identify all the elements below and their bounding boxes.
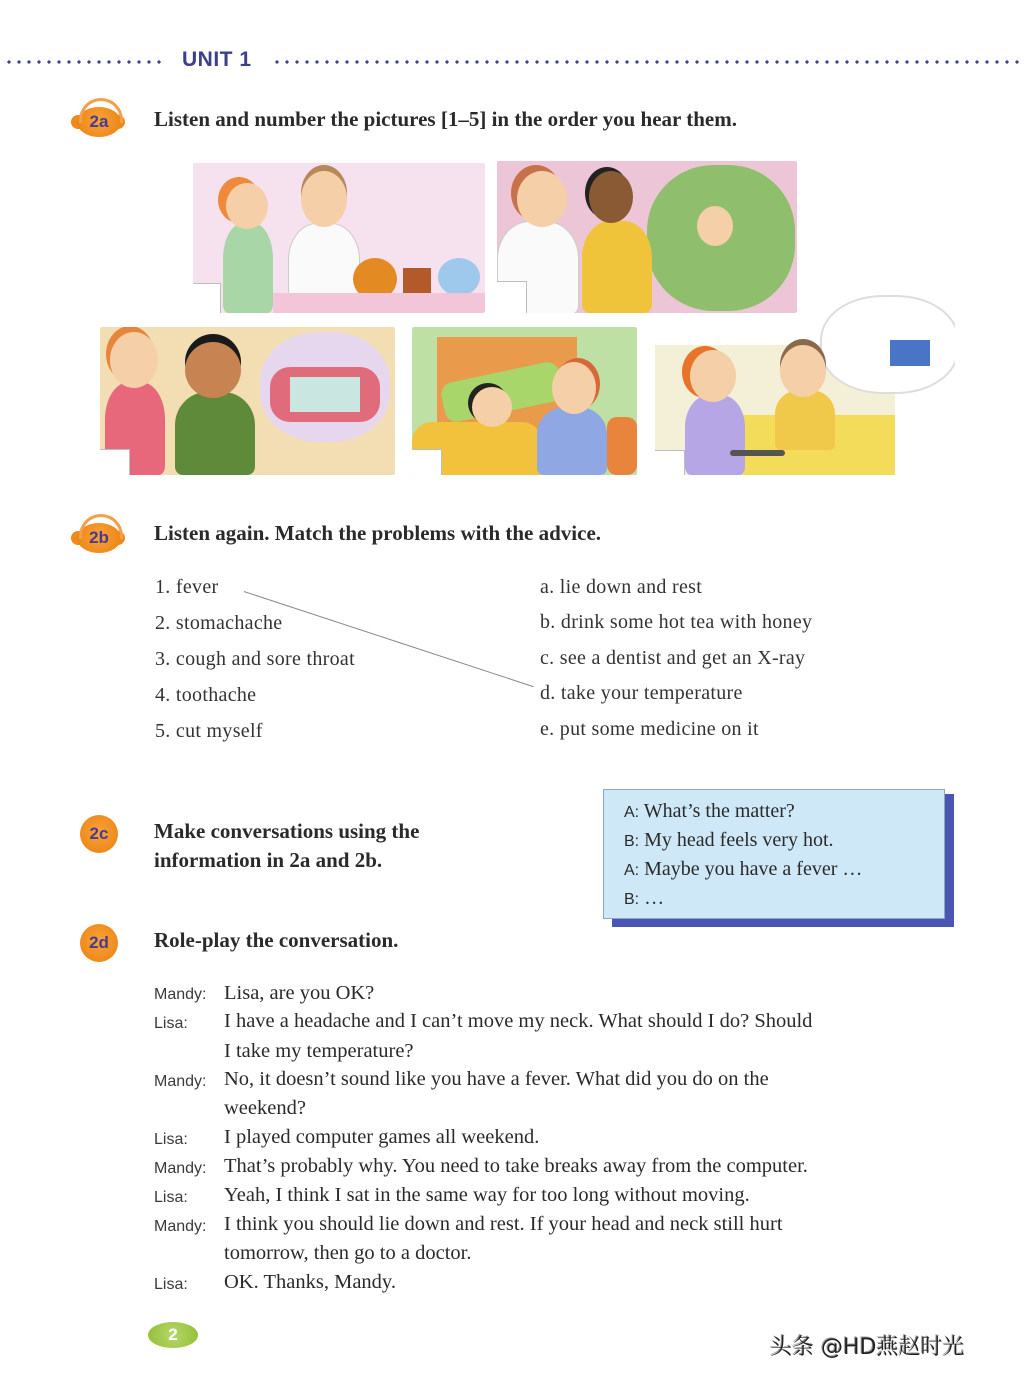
- example-text: Maybe you have a fever …: [644, 858, 863, 880]
- instruction-2d: Role-play the conversation.: [154, 928, 399, 952]
- speaker-label: A:: [624, 862, 640, 879]
- speaker-label: B:: [624, 891, 640, 908]
- medicine-kit: [890, 340, 930, 366]
- dialogue-speaker: Lisa:: [154, 1189, 188, 1206]
- man-head: [517, 171, 567, 227]
- dialogue-line: No, it doesn’t sound like you have a fever. What did you do on the: [224, 1068, 769, 1090]
- picture-1-sore-throat: [193, 163, 485, 313]
- woman-figure: [537, 407, 607, 475]
- thought-cloud-medicine: [820, 295, 955, 394]
- dialogue-speaker: Lisa:: [154, 1131, 188, 1148]
- instruction-2a: Listen and number the pictures [1–5] in the order you hear them.: [154, 107, 737, 131]
- watermark: 头条 @HD燕赵时光: [770, 1335, 965, 1360]
- boy-figure: [775, 390, 835, 450]
- girl-head: [690, 350, 736, 402]
- tea-box: [403, 268, 431, 296]
- badge-2c: 2c: [80, 815, 118, 853]
- example-line-4: [624, 887, 664, 910]
- answer-box-1[interactable]: [193, 283, 221, 313]
- answer-box-5[interactable]: [655, 450, 685, 475]
- advice-b: b. drink some hot tea with honey: [540, 611, 813, 633]
- example-conversation-box: [603, 789, 945, 919]
- badge-2a: 2a: [77, 107, 121, 137]
- teapot: [438, 258, 480, 296]
- chair: [607, 417, 637, 475]
- dialogue-speaker: Mandy:: [154, 986, 207, 1003]
- example-text: My head feels very hot.: [644, 829, 834, 851]
- girl-head: [472, 387, 512, 427]
- patient-head: [697, 206, 733, 246]
- picture-3-headache: [100, 327, 395, 475]
- dialogue-line: I played computer games all weekend.: [224, 1126, 540, 1148]
- girl-head: [226, 183, 268, 229]
- woman-figure: [175, 392, 255, 475]
- instruction-2c-line2: information in 2a and 2b.: [154, 848, 383, 872]
- example-line-3: [624, 858, 862, 881]
- dialogue-line: OK. Thanks, Mandy.: [224, 1271, 396, 1293]
- tablecloth: [273, 293, 485, 313]
- dialogue-line: tomorrow, then go to a doctor.: [224, 1242, 472, 1264]
- girl-figure: [223, 223, 273, 313]
- woman-head: [185, 342, 241, 398]
- problem-1: 1. fever: [155, 576, 219, 598]
- woman-figure: [582, 221, 652, 313]
- dialogue-line: weekend?: [224, 1097, 306, 1119]
- example-text: …: [644, 887, 665, 909]
- problem-4: 4. toothache: [155, 684, 257, 706]
- problem-2: 2. stomachache: [155, 612, 283, 634]
- dialogue-speaker: Lisa:: [154, 1015, 188, 1032]
- problem-3: 3. cough and sore throat: [155, 648, 355, 670]
- answer-box-2[interactable]: [497, 281, 527, 313]
- dialogue-line: I think you should lie down and rest. If your head and neck still hurt: [224, 1213, 783, 1235]
- dialogue-speaker: Mandy:: [154, 1073, 207, 1090]
- dialogue-line: I take my temperature?: [224, 1040, 414, 1062]
- knife: [730, 450, 785, 456]
- blanket: [290, 377, 360, 412]
- match-line-fever-to-temperature[interactable]: [244, 591, 534, 687]
- girl-figure: [685, 395, 745, 475]
- page-number: 2: [148, 1322, 198, 1348]
- instruction-2c-line1: Make conversations using the: [154, 819, 420, 843]
- advice-d: d. take your temperature: [540, 682, 743, 704]
- badge-2d: 2d: [80, 924, 118, 962]
- woman-head: [589, 171, 633, 223]
- unit-title: UNIT 1: [182, 48, 252, 71]
- dialogue-line: I have a headache and I can’t move my neck. What should I do? Should: [224, 1010, 813, 1032]
- badge-2b: 2b: [77, 523, 121, 553]
- unit-dots-right: [272, 59, 1022, 65]
- dialogue-speaker: Lisa:: [154, 1276, 188, 1293]
- problem-5: 5. cut myself: [155, 720, 263, 742]
- answer-box-4[interactable]: [412, 449, 442, 475]
- dialogue-line: Yeah, I think I sat in the same way for too long without moving.: [224, 1184, 750, 1206]
- advice-a: a. lie down and rest: [540, 576, 703, 598]
- example-line-1: [624, 800, 795, 823]
- answer-box-3[interactable]: [100, 449, 130, 475]
- speaker-label: B:: [624, 833, 640, 850]
- boy-head: [780, 345, 826, 397]
- example-line-2: [624, 829, 834, 852]
- dialogue-line: That’s probably why. You need to take breaks away from the computer.: [224, 1155, 808, 1177]
- dialogue-speaker: Mandy:: [154, 1218, 207, 1235]
- unit-dots-left: [4, 59, 164, 65]
- picture-5-cut: [655, 295, 955, 475]
- woman-head: [552, 362, 596, 414]
- dialogue-speaker: Mandy:: [154, 1160, 207, 1177]
- picture-2-toothache: [497, 161, 797, 313]
- speaker-label: A:: [624, 804, 640, 821]
- example-text: What’s the matter?: [643, 800, 795, 822]
- woman-head: [301, 171, 347, 227]
- picture-4-fever: [412, 327, 637, 475]
- advice-e: e. put some medicine on it: [540, 718, 759, 740]
- instruction-2b: Listen again. Match the problems with the advice.: [154, 521, 602, 545]
- man-head: [110, 332, 158, 388]
- dialogue-line: Lisa, are you OK?: [224, 982, 375, 1004]
- advice-c: c. see a dentist and get an X-ray: [540, 647, 806, 669]
